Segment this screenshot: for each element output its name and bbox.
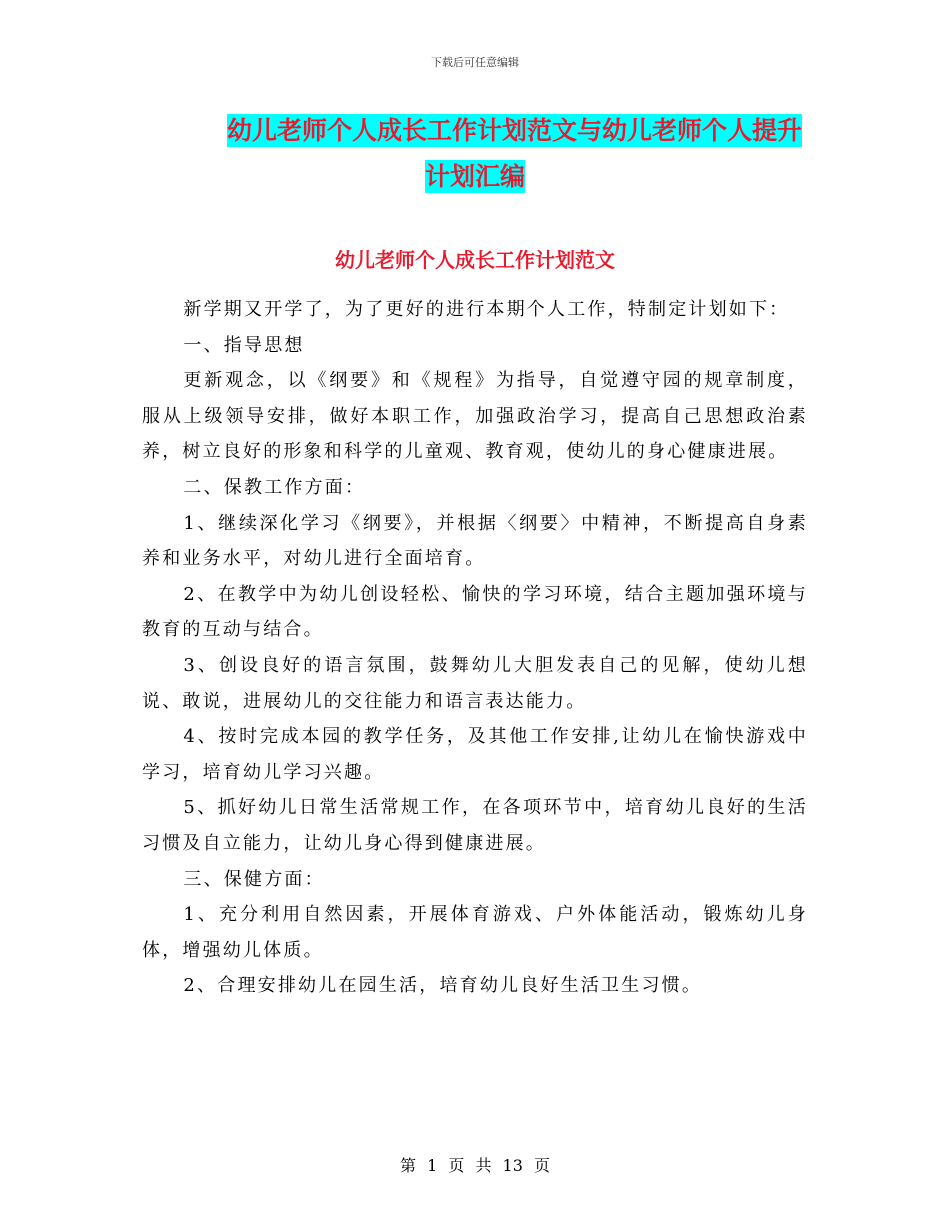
document-title-line1 [140, 108, 810, 154]
document-title-line2 [140, 154, 810, 200]
paragraph: 1、继续深化学习《纲要》，并根据〈纲要〉中精神，不断提高自身素养和业务水平，对幼儿进行全面培育。 [142, 512, 808, 570]
section-title: 幼儿老师个人成长工作计划范文 [335, 248, 615, 272]
paragraph: 1、充分利用自然因素，开展体育游戏、户外体能活动，锻炼幼儿身体，增强幼儿体质。 [142, 904, 808, 961]
paragraph: 新学期又开学了，为了更好的进行本期个人工作，特制定计划如下： [183, 299, 790, 320]
paragraph: 更新观念，以《纲要》和《规程》为指导，自觉遵守园的规章制度，服从上级领导安排，做好本职工作，加强政治学习，提高自己思想政治素养，树立良好的形象和科学的儿童观、教育观，使幼儿的身心健康进展。 [142, 370, 808, 463]
paragraph: 2、在教学中为幼儿创设轻松、愉快的学习环境，结合主题加强环境与教育的互动与结合。 [142, 583, 808, 641]
paragraph: 5、抓好幼儿日常生活常规工作，在各项环节中，培育幼儿良好的生活习惯及自立能力，让幼儿身心得到健康进展。 [142, 797, 808, 854]
paragraph: 三、保健方面： [183, 868, 325, 890]
paragraph: 一、指导思想 [183, 334, 305, 356]
title-line2-highlight: 计划汇编 [424, 162, 525, 191]
title-line1-highlight: 幼儿老师个人成长工作计划范文与幼儿老师个人提升 [226, 116, 802, 145]
header-note: 下载后可任意编辑 [431, 56, 519, 69]
page-footer: 第 1 页 共 13 页 [400, 1156, 550, 1175]
document-title [140, 108, 810, 200]
paragraph: 4、按时完成本园的教学任务，及其他工作安排,让幼儿在愉快游戏中学习，培育幼儿学习兴趣。 [142, 726, 808, 783]
paragraph: 3、创设良好的语言氛围，鼓舞幼儿大胆发表自己的见解，使幼儿想说、敢说，进展幼儿的交往能力和语言表达能力。 [142, 654, 808, 712]
document-body [142, 292, 808, 1004]
paragraph: 二、保教工作方面： [183, 476, 366, 498]
paragraph: 2、合理安排幼儿在园生活，培育幼儿良好生活卫生习惯。 [183, 975, 703, 997]
